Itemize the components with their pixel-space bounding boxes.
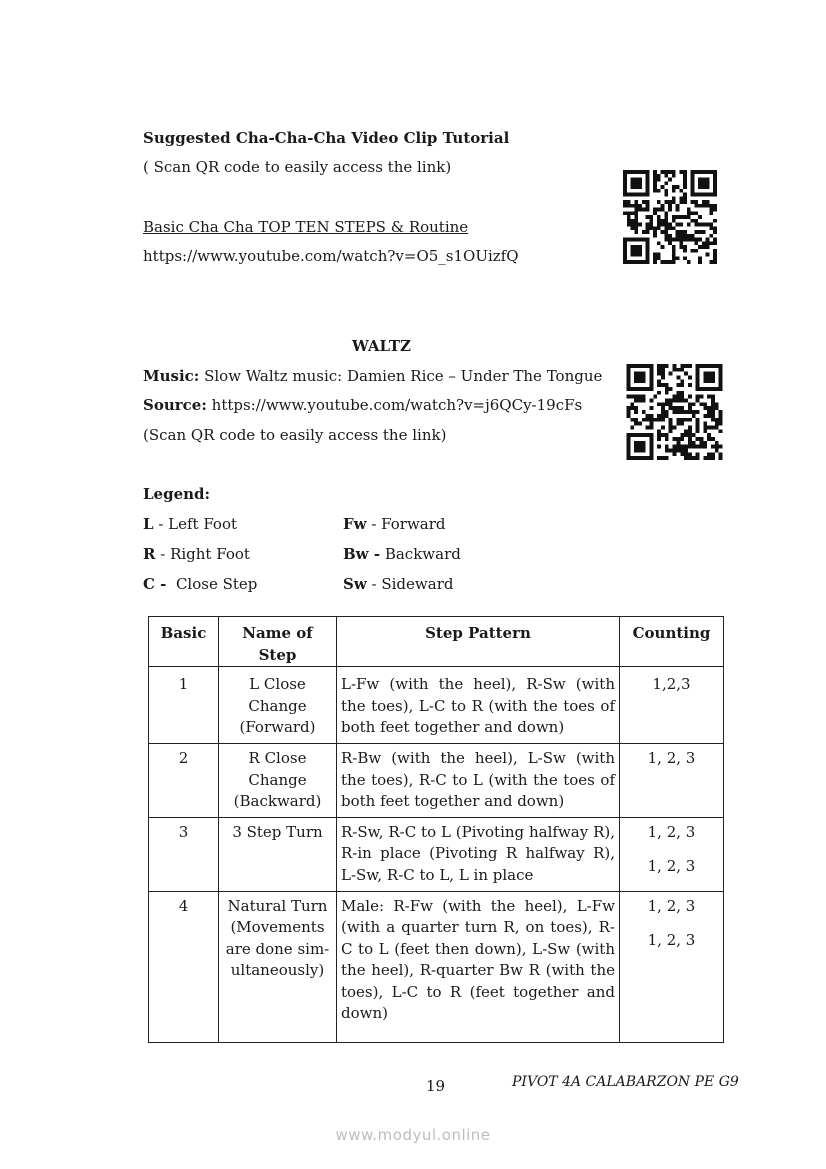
legend-sep: - [155, 545, 171, 563]
waltz-music-line [143, 367, 602, 385]
waltz-qr-code-icon[interactable] [626, 364, 723, 460]
counting-value: 1, 2, 3 [647, 931, 696, 949]
legend-abbr: Bw - [343, 545, 381, 563]
cha-cha-link-url[interactable]: https://www.youtube.com/watch?v=O5_s1OUizfQ [143, 247, 519, 265]
source-label: Source: [143, 396, 207, 414]
legend-title: Legend: [143, 485, 211, 503]
legend-abbr: C - [143, 575, 167, 593]
music-value: Slow Waltz music: Damien Rice – Under The Tongue [204, 367, 603, 385]
counting-cell [620, 744, 724, 818]
legend-sep: - [366, 515, 382, 533]
counting-cell [620, 817, 724, 891]
counting-value: 1,2,3 [652, 675, 691, 693]
step-pattern-cell: R-Bw (with the heel), L-Sw (with the toes), R-C to L (with the toes of both feet together and down) [337, 744, 620, 818]
header-step-pattern: Step Pattern [337, 617, 620, 667]
table-row [149, 891, 724, 1042]
cha-cha-scan-note: ( Scan QR code to easily access the link) [143, 158, 452, 176]
basic-cell: 1 [149, 667, 219, 744]
step-name-cell: L Close Change (Forward) [219, 667, 337, 744]
legend-abbr: L [143, 515, 154, 533]
counting-value: 1, 2, 3 [647, 857, 696, 875]
site-watermark: www.modyul.online [335, 1126, 491, 1144]
counting-value: 1, 2, 3 [647, 822, 696, 841]
legend-abbr: Sw [343, 575, 367, 593]
step-pattern-cell: R-Sw, R-C to L (Pivoting halfway R), R-in place (Pivoting R halfway R), L-Sw, R-C to L, L in place [337, 817, 620, 891]
table-header-row [149, 617, 724, 667]
legend-desc: Right Foot [170, 545, 250, 563]
counting-value: 1, 2, 3 [647, 896, 696, 915]
step-name-cell: Natural Turn (Movements are done sim-ultaneously) [219, 891, 337, 1042]
header-name-of-step: Name of Step [219, 617, 337, 667]
waltz-steps-table [148, 616, 724, 1043]
basic-cell: 3 [149, 817, 219, 891]
legend-abbr: Fw [343, 515, 367, 533]
cha-cha-heading: Suggested Cha-Cha-Cha Video Clip Tutorial [143, 129, 510, 147]
counting-cell [620, 667, 724, 744]
step-pattern-cell: Male: R-Fw (with the heel), L-Fw (with a quarter turn R, on toes), R-C to L (feet then down), L-Sw (with the heel), R-quarter Bw R (with the toes), L-C to R (feet together and down) [337, 891, 620, 1042]
publication-title: PIVOT 4A CALABARZON PE G9 [512, 1074, 739, 1090]
waltz-scan-note: (Scan QR code to easily access the link) [143, 426, 447, 444]
legend-item-backward [343, 545, 461, 563]
legend-sep: - [153, 515, 169, 533]
legend-abbr: R [143, 545, 156, 563]
waltz-heading: WALTZ [352, 337, 411, 355]
header-counting: Counting [620, 617, 724, 667]
legend-desc: Left Foot [168, 515, 238, 533]
table-row [149, 667, 724, 744]
basic-cell: 2 [149, 744, 219, 818]
legend-item-forward [343, 515, 446, 533]
legend-item-close-step [143, 575, 257, 593]
legend-desc: Forward [381, 515, 446, 533]
step-name-cell: 3 Step Turn [219, 817, 337, 891]
legend-desc: Backward [384, 545, 461, 563]
basic-cell: 4 [149, 891, 219, 1042]
legend-item-right-foot [143, 545, 250, 563]
legend-item-sideward [343, 575, 453, 593]
waltz-source-line [143, 396, 582, 414]
cha-cha-qr-code-icon[interactable] [622, 170, 718, 264]
legend-sep [166, 575, 176, 593]
page-number: 19 [426, 1077, 446, 1095]
table-row [149, 817, 724, 891]
legend-item-left-foot [143, 515, 237, 533]
table-row [149, 744, 724, 818]
counting-value: 1, 2, 3 [647, 749, 696, 767]
legend-desc: Sideward [381, 575, 454, 593]
music-label: Music: [143, 367, 200, 385]
counting-cell [620, 891, 724, 1042]
legend-sep: - [366, 575, 382, 593]
legend-desc: Close Step [175, 575, 258, 593]
step-name-cell: R Close Change (Backward) [219, 744, 337, 818]
step-pattern-cell: L-Fw (with the heel), R-Sw (with the toes), L-C to R (with the toes of both feet together and down) [337, 667, 620, 744]
cha-cha-link-title[interactable]: Basic Cha Cha TOP TEN STEPS & Routine [143, 218, 469, 236]
source-value[interactable]: https://www.youtube.com/watch?v=j6QCy-19cFs [211, 396, 583, 414]
header-basic: Basic [149, 617, 219, 667]
